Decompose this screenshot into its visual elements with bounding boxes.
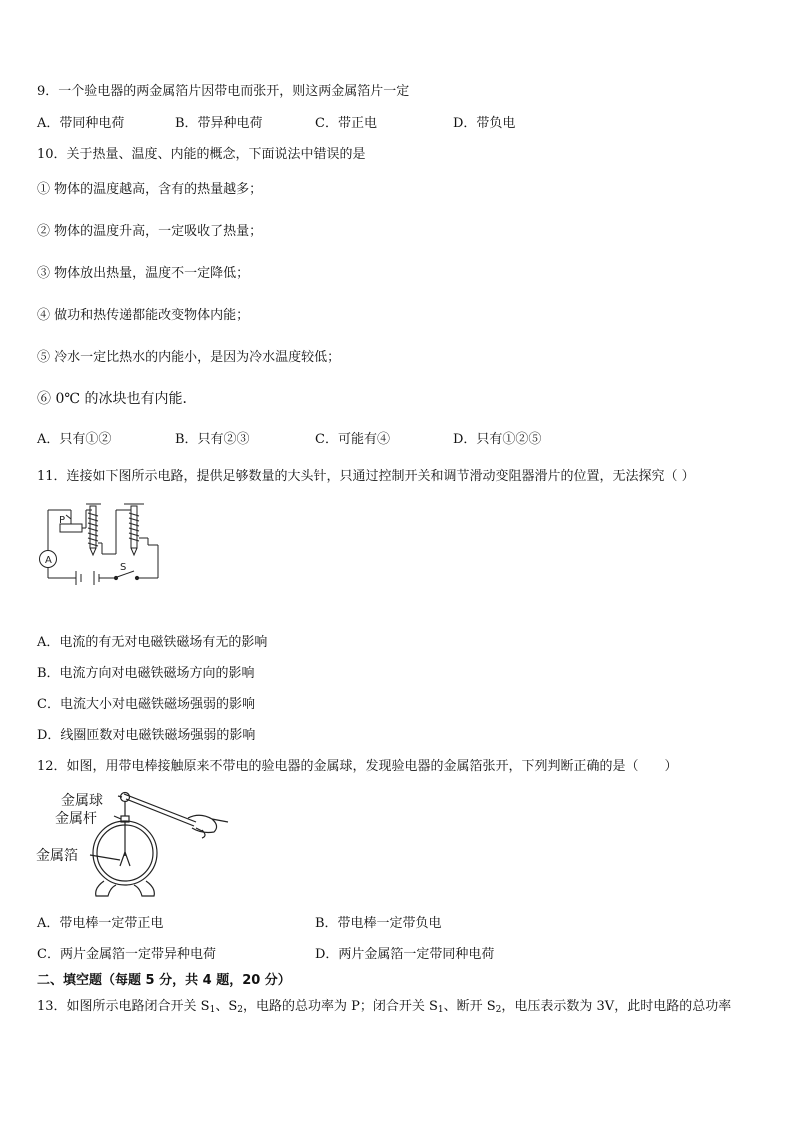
metal-foil-label: 金属箔 bbox=[36, 848, 78, 864]
metal-rod-label: 金属杆 bbox=[55, 811, 97, 827]
q13-sub-1: 1 bbox=[209, 1005, 216, 1015]
q9-option-c: C．带正电 bbox=[315, 116, 377, 131]
q11-option-d: D．线圈匝数对电磁铁磁场强弱的影响 bbox=[37, 728, 256, 743]
question-13-stem bbox=[37, 998, 731, 1019]
metal-ball-label: 金属球 bbox=[61, 793, 103, 809]
question-12-stem: 12．如图，用带电棒接触原来不带电的验电器的金属球，发现验电器的金属箔张开，下列判断正确的是（ ） bbox=[37, 759, 678, 774]
q13-sub-2: 2 bbox=[237, 1005, 243, 1015]
ammeter-label: A bbox=[45, 555, 52, 566]
electroscope-diagram bbox=[36, 786, 236, 900]
q13-sub-3: 1 bbox=[437, 1005, 444, 1015]
slider-label: P bbox=[59, 515, 66, 526]
question-11-stem: 11．连接如下图所示电路，提供足够数量的大头针，只通过控制开关和调节滑动变阻器滑片的位置，无法探究（ ） bbox=[37, 469, 695, 484]
q13-text-5: ，电压表示数为 3V，此时电路的总功率 bbox=[501, 999, 732, 1014]
q13-sub-4: 2 bbox=[495, 1005, 502, 1015]
q13-text-2: 、S bbox=[215, 999, 238, 1014]
q10-option-c: C．可能有④ bbox=[315, 432, 390, 447]
q12-option-c: C．两片金属箔一定带异种电荷 bbox=[37, 947, 216, 962]
q10-option-b: B．只有②③ bbox=[175, 432, 250, 447]
q13-text-1: 13．如图所示电路闭合开关 S bbox=[37, 999, 210, 1014]
q12-option-a: A．带电棒一定带正电 bbox=[37, 916, 164, 931]
q9-option-a: A．带同种电荷 bbox=[37, 116, 125, 131]
question-10-stem: 10．关于热量、温度、内能的概念，下面说法中错误的是 bbox=[37, 147, 366, 162]
question-9-stem: 9．一个验电器的两金属箔片因带电而张开，则这两金属箔片一定 bbox=[37, 84, 410, 99]
q11-option-a: A．电流的有无对电磁铁磁场有无的影响 bbox=[37, 635, 268, 650]
q10-item-4: ④ 做功和热传递都能改变物体内能； bbox=[37, 308, 250, 323]
q10-item-2: ② 物体的温度升高，一定吸收了热量； bbox=[37, 224, 263, 239]
q10-option-d: D．只有①②⑤ bbox=[453, 432, 542, 447]
q12-option-b: B．带电棒一定带负电 bbox=[315, 916, 442, 931]
q11-option-b: B．电流方向对电磁铁磁场方向的影响 bbox=[37, 666, 255, 681]
q10-option-a: A．只有①② bbox=[37, 432, 112, 447]
q12-option-d: D．两片金属箔一定带同种电荷 bbox=[315, 947, 495, 962]
electromagnet-circuit-diagram bbox=[36, 498, 166, 596]
q11-option-c: C．电流大小对电磁铁磁场强弱的影响 bbox=[37, 697, 255, 712]
q10-item-3: ③ 物体放出热量，温度不一定降低； bbox=[37, 266, 250, 281]
section-2-heading: 二、填空题（每题 5 分，共 4 题，20 分） bbox=[37, 973, 291, 988]
q10-item-1: ① 物体的温度越高，含有的热量越多； bbox=[37, 182, 263, 197]
q13-text-4: 、断开 S bbox=[443, 999, 496, 1014]
q10-item-5: ⑤ 冷水一定比热水的内能小，是因为冷水温度较低； bbox=[37, 350, 341, 365]
q13-text-3: ，电路的总功率为 P；闭合开关 S bbox=[242, 999, 438, 1014]
q9-option-d: D．带负电 bbox=[453, 116, 516, 131]
q9-option-b: B．带异种电荷 bbox=[175, 116, 263, 131]
q10-item-6: ⑥ 0℃ 的冰块也有内能． bbox=[37, 391, 197, 407]
switch-label: S bbox=[120, 562, 127, 573]
